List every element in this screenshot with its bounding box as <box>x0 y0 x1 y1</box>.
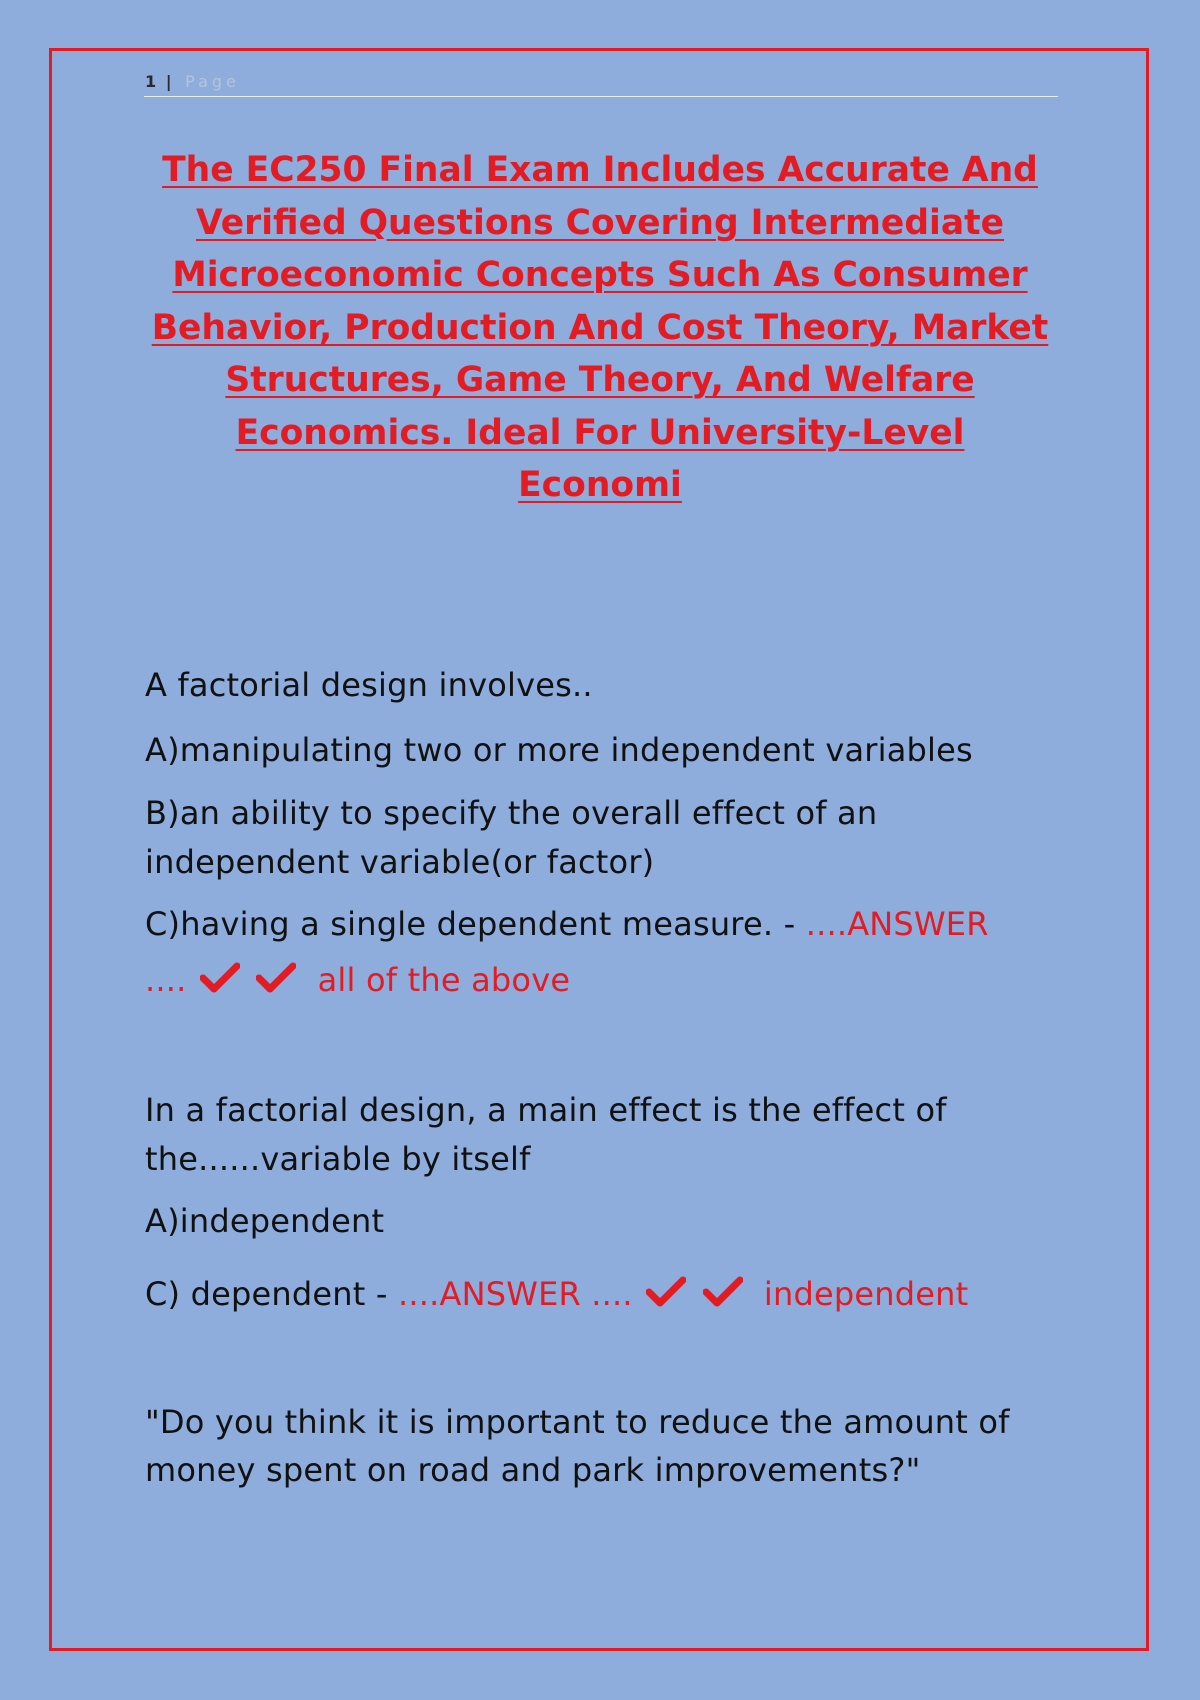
question-1-answer: all of the above <box>317 961 571 999</box>
page-word: Page <box>185 72 240 91</box>
check-icon <box>703 1276 743 1316</box>
question-1-option-b-cont: independent variable(or factor) <box>145 843 655 881</box>
question-1-answer-line <box>145 961 570 1002</box>
question-1-option-a: A)manipulating two or more independent variables <box>145 731 973 769</box>
question-1-option-c <box>145 905 989 943</box>
question-3-prompt-line1: "Do you think it is important to reduce the amount of <box>145 1403 1010 1441</box>
page-number: 1 <box>145 72 159 91</box>
page-number-header <box>145 72 240 91</box>
document-title: The EC250 Final Exam Includes Accurate And Verified Questions Covering Intermediate Microeconomic Concepts Such As Consumer Behavior, Production And Cost Theory, Market Structures, Game Theory, And Welfare Economics. Ideal For University-Level Economi <box>151 150 1049 505</box>
check-icon <box>646 1276 686 1316</box>
question-1-prompt: A factorial design involves.. <box>145 666 593 704</box>
question-1-option-b: B)an ability to specify the overall effect of an <box>145 794 878 832</box>
check-icon <box>256 962 296 1002</box>
question-2-option-a: A)independent <box>145 1202 385 1240</box>
question-2-prompt-line2: the......variable by itself <box>145 1140 531 1178</box>
header-rule <box>144 96 1058 97</box>
page-separator: | <box>165 72 174 91</box>
question-2-answer: independent <box>763 1275 969 1313</box>
question-2-option-c <box>145 1275 968 1316</box>
question-2-prompt-line1: In a factorial design, a main effect is the effect of <box>145 1091 947 1129</box>
question-3-prompt-line2: money spent on road and park improvements?" <box>145 1451 921 1489</box>
question-1-option-c-text: C)having a single dependent measure. - <box>145 905 806 943</box>
question-1-answer-prefix: ....ANSWER <box>805 905 989 943</box>
question-2-answer-prefix: ....ANSWER .... <box>398 1275 633 1313</box>
question-2-option-c-text: C) dependent - <box>145 1275 398 1313</box>
question-1-answer-dots: .... <box>145 961 187 999</box>
check-icon <box>200 962 240 1002</box>
